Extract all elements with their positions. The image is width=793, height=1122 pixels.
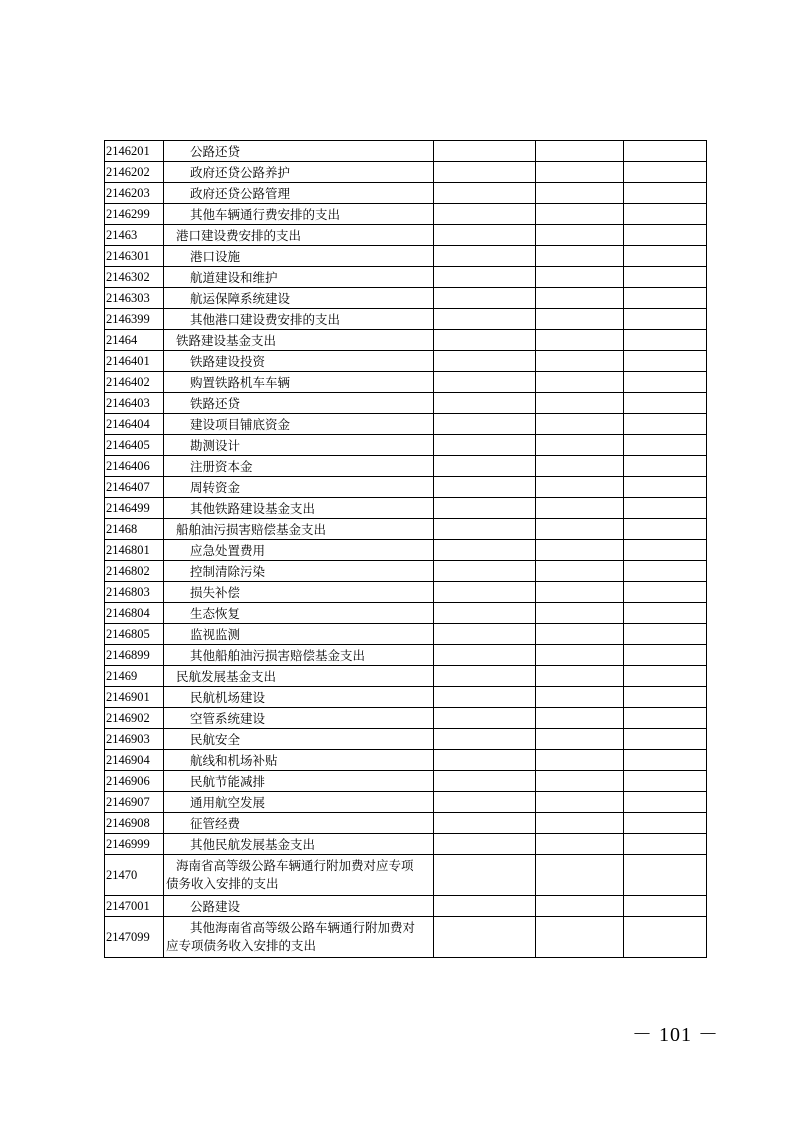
item-code: 2146907 [105,792,164,813]
item-name: 其他船舶油污损害赔偿基金支出 [164,645,434,666]
item-name: 通用航空发展 [164,792,434,813]
table-row [105,141,707,162]
item-code: 2146302 [105,267,164,288]
table-row [105,267,707,288]
value-cell [624,750,707,771]
table-row [105,288,707,309]
value-cell [536,561,624,582]
item-name: 购置铁路机车车辆 [164,372,434,393]
table-row [105,917,707,958]
item-name: 应急处置费用 [164,540,434,561]
value-cell [624,225,707,246]
table-row [105,813,707,834]
table-row [105,456,707,477]
value-cell [434,330,536,351]
value-cell [536,855,624,896]
value-cell [624,288,707,309]
table-row [105,393,707,414]
value-cell [536,813,624,834]
value-cell [434,666,536,687]
value-cell [624,162,707,183]
table-row [105,225,707,246]
item-name: 监视监测 [164,624,434,645]
item-name: 民航机场建设 [164,687,434,708]
value-cell [536,288,624,309]
value-cell [536,162,624,183]
value-cell [536,582,624,603]
item-name: 民航安全 [164,729,434,750]
value-cell [434,456,536,477]
value-cell [536,435,624,456]
value-cell [536,519,624,540]
value-cell [434,792,536,813]
table-row [105,309,707,330]
value-cell [624,519,707,540]
value-cell [536,603,624,624]
item-code: 2146405 [105,435,164,456]
table-row [105,645,707,666]
value-cell [536,750,624,771]
table-row [105,750,707,771]
value-cell [434,834,536,855]
item-name: 航线和机场补贴 [164,750,434,771]
budget-table [104,140,707,958]
item-code: 2146899 [105,645,164,666]
table-row [105,771,707,792]
item-code: 21464 [105,330,164,351]
item-code: 2146904 [105,750,164,771]
item-code: 2146402 [105,372,164,393]
value-cell [434,414,536,435]
table-row [105,498,707,519]
table-row [105,896,707,917]
item-name: 征管经费 [164,813,434,834]
item-code: 2146499 [105,498,164,519]
value-cell [624,393,707,414]
value-cell [536,834,624,855]
item-name: 注册资本金 [164,456,434,477]
value-cell [624,183,707,204]
item-code: 2146803 [105,582,164,603]
table-row [105,729,707,750]
value-cell [434,519,536,540]
item-code: 2146401 [105,351,164,372]
value-cell [536,645,624,666]
item-code: 2146903 [105,729,164,750]
item-name: 其他港口建设费安排的支出 [164,309,434,330]
item-name: 铁路建设投资 [164,351,434,372]
item-code: 2146299 [105,204,164,225]
table-row [105,330,707,351]
value-cell [624,267,707,288]
table-row [105,792,707,813]
value-cell [536,624,624,645]
value-cell [536,666,624,687]
value-cell [624,792,707,813]
table-row [105,414,707,435]
value-cell [624,561,707,582]
item-code: 21470 [105,855,164,896]
value-cell [624,896,707,917]
value-cell [434,896,536,917]
item-name: 航运保障系统建设 [164,288,434,309]
value-cell [624,498,707,519]
value-cell [434,477,536,498]
value-cell [536,792,624,813]
table-row [105,372,707,393]
value-cell [536,477,624,498]
value-cell [624,372,707,393]
value-cell [624,435,707,456]
item-code: 2146802 [105,561,164,582]
table-row [105,246,707,267]
item-code: 2146301 [105,246,164,267]
table-row [105,855,707,896]
value-cell [624,687,707,708]
item-name-line2: 应专项债务收入安排的支出 [166,938,317,953]
value-cell [434,855,536,896]
value-cell [536,708,624,729]
item-name: 船舶油污损害赔偿基金支出 [164,519,434,540]
value-cell [624,246,707,267]
item-name: 勘测设计 [164,435,434,456]
item-name: 控制清除污染 [164,561,434,582]
item-name: 其他铁路建设基金支出 [164,498,434,519]
item-name: 港口建设费安排的支出 [164,225,434,246]
value-cell [434,771,536,792]
value-cell [536,540,624,561]
item-code: 2146407 [105,477,164,498]
item-name-line2: 债务收入安排的支出 [166,876,279,891]
value-cell [624,309,707,330]
item-name-line1: 其他海南省高等级公路车辆通行附加费对 [190,920,416,935]
item-name: 港口设施 [164,246,434,267]
item-name: 生态恢复 [164,603,434,624]
item-code: 2146805 [105,624,164,645]
item-name: 其他车辆通行费安排的支出 [164,204,434,225]
value-cell [434,225,536,246]
table-row [105,708,707,729]
item-name: 公路建设 [164,896,434,917]
item-code: 2147001 [105,896,164,917]
value-cell [434,288,536,309]
value-cell [536,687,624,708]
value-cell [624,834,707,855]
table-body [105,141,707,958]
item-name: 其他民航发展基金支出 [164,834,434,855]
table-row [105,624,707,645]
value-cell [536,771,624,792]
item-name: 政府还贷公路管理 [164,183,434,204]
table-row [105,519,707,540]
table-row [105,666,707,687]
value-cell [536,498,624,519]
item-code: 21463 [105,225,164,246]
table-row [105,162,707,183]
value-cell [434,372,536,393]
item-code: 2146399 [105,309,164,330]
value-cell [624,624,707,645]
value-cell [624,582,707,603]
value-cell [624,330,707,351]
item-code: 2146804 [105,603,164,624]
value-cell [434,645,536,666]
page-number: － 101 － [632,1024,719,1046]
item-name: 铁路建设基金支出 [164,330,434,351]
table-row [105,582,707,603]
item-code: 2146906 [105,771,164,792]
value-cell [434,309,536,330]
value-cell [624,477,707,498]
value-cell [434,540,536,561]
value-cell [434,729,536,750]
item-code: 21468 [105,519,164,540]
item-name: 民航节能减排 [164,771,434,792]
table-row [105,351,707,372]
value-cell [536,414,624,435]
value-cell [434,162,536,183]
table-row [105,561,707,582]
item-name: 航道建设和维护 [164,267,434,288]
table-row [105,183,707,204]
item-code: 21469 [105,666,164,687]
value-cell [434,498,536,519]
value-cell [536,896,624,917]
item-name-line1: 海南省高等级公路车辆通行附加费对应专项 [176,858,414,873]
table-row [105,204,707,225]
value-cell [624,917,707,958]
item-code: 2146901 [105,687,164,708]
value-cell [536,729,624,750]
value-cell [434,624,536,645]
value-cell [624,351,707,372]
value-cell [536,917,624,958]
item-code: 2146203 [105,183,164,204]
item-name: 周转资金 [164,477,434,498]
value-cell [536,225,624,246]
value-cell [434,561,536,582]
value-cell [536,267,624,288]
item-code: 2146902 [105,708,164,729]
value-cell [624,603,707,624]
value-cell [434,435,536,456]
item-code: 2146201 [105,141,164,162]
table-row [105,477,707,498]
item-name: 政府还贷公路养护 [164,162,434,183]
value-cell [624,141,707,162]
item-code: 2147099 [105,917,164,958]
item-name: 建设项目铺底资金 [164,414,434,435]
value-cell [434,351,536,372]
table-row [105,603,707,624]
value-cell [434,917,536,958]
item-name: 损失补偿 [164,582,434,603]
value-cell [624,771,707,792]
table-row [105,540,707,561]
item-name [164,855,434,896]
value-cell [536,372,624,393]
value-cell [624,729,707,750]
item-code: 2146202 [105,162,164,183]
value-cell [434,750,536,771]
item-code: 2146999 [105,834,164,855]
value-cell [624,540,707,561]
value-cell [624,204,707,225]
item-name [164,917,434,958]
item-name: 民航发展基金支出 [164,666,434,687]
value-cell [536,309,624,330]
value-cell [536,393,624,414]
value-cell [434,204,536,225]
value-cell [536,351,624,372]
item-name: 公路还贷 [164,141,434,162]
value-cell [434,246,536,267]
item-code: 2146406 [105,456,164,477]
value-cell [536,204,624,225]
value-cell [536,246,624,267]
item-code: 2146801 [105,540,164,561]
item-code: 2146404 [105,414,164,435]
item-code: 2146908 [105,813,164,834]
value-cell [536,183,624,204]
value-cell [624,855,707,896]
value-cell [434,603,536,624]
value-cell [434,141,536,162]
value-cell [624,414,707,435]
value-cell [434,183,536,204]
value-cell [434,582,536,603]
table-row [105,687,707,708]
value-cell [624,456,707,477]
value-cell [624,645,707,666]
value-cell [434,813,536,834]
value-cell [434,267,536,288]
table-row [105,435,707,456]
item-code: 2146303 [105,288,164,309]
value-cell [434,708,536,729]
value-cell [624,813,707,834]
value-cell [624,666,707,687]
item-name: 空管系统建设 [164,708,434,729]
item-code: 2146403 [105,393,164,414]
value-cell [536,456,624,477]
value-cell [624,708,707,729]
value-cell [434,393,536,414]
value-cell [536,141,624,162]
item-name: 铁路还贷 [164,393,434,414]
table-row [105,834,707,855]
value-cell [434,687,536,708]
value-cell [536,330,624,351]
